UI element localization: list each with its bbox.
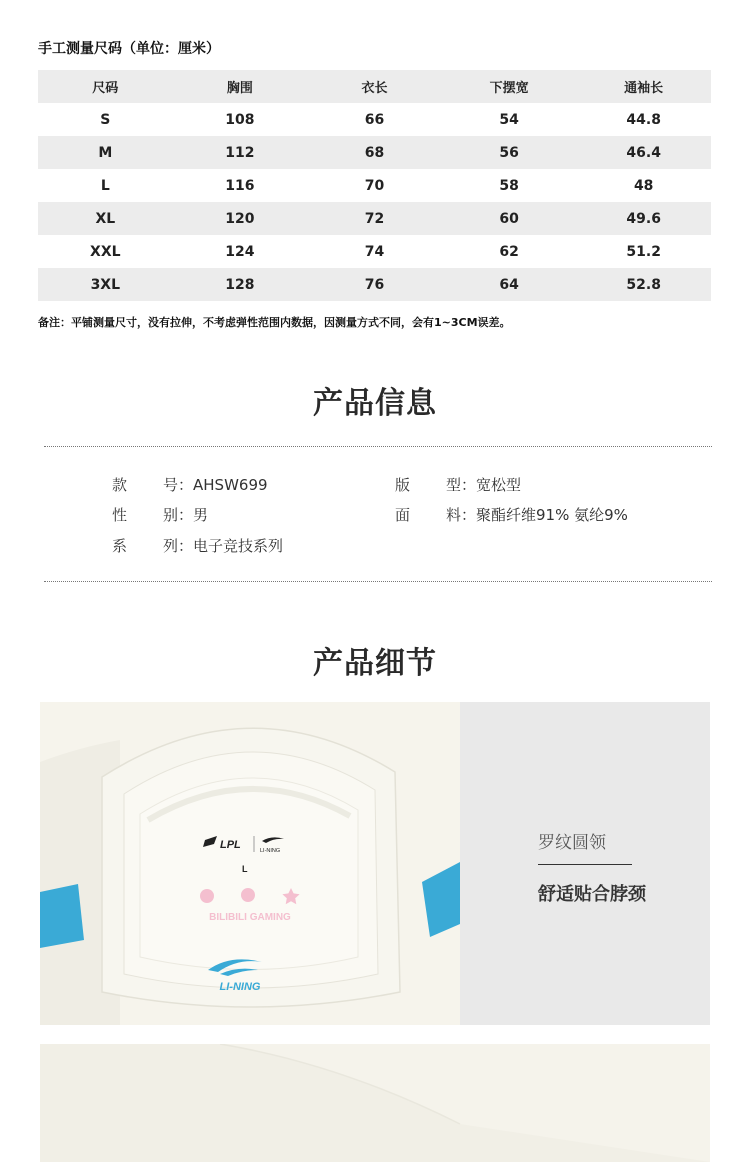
table-row	[38, 268, 711, 301]
size-chart-title: 手工测量尺码（单位：厘米）	[38, 41, 220, 57]
team-print-text: BILIBILI GAMING	[209, 912, 291, 923]
table-cell: 48	[633, 177, 654, 194]
table-cell: 44.8	[626, 111, 661, 128]
table-cell: 70	[364, 177, 385, 194]
blue-side-panel-left	[40, 884, 84, 948]
table-cell: 64	[442, 268, 577, 301]
table-cell: 62	[499, 243, 519, 260]
table-cell: M	[38, 136, 173, 169]
info-key: 面 料	[395, 506, 461, 524]
collar-detail-subtitle: 罗纹圆领	[538, 833, 606, 853]
header-chest: 胸围	[173, 70, 308, 103]
table-row	[38, 169, 711, 202]
table-cell: 3XL	[38, 268, 173, 301]
lining-small-text: LI-NING	[260, 848, 281, 854]
size-chart-header-row	[38, 70, 711, 103]
table-cell: 76	[307, 268, 442, 301]
table-cell: 120	[173, 202, 308, 235]
panel-divider	[538, 864, 632, 865]
table-cell: 68	[307, 136, 442, 169]
product-details-heading: 产品细节	[313, 646, 437, 681]
table-cell: 52.8	[576, 268, 711, 301]
collar-detail-panel	[460, 702, 710, 1025]
table-cell: 112	[173, 136, 308, 169]
size-tag-text: L	[242, 864, 248, 874]
table-cell: 46.4	[576, 136, 711, 169]
table-row	[38, 136, 711, 169]
size-chart-note: 备注：平铺测量尺寸，没有拉伸，不考虑弹性范围内数据，因测量方式不同，会有1~3CM误差。	[38, 316, 511, 329]
header-sleeve-length: 通袖长	[576, 70, 711, 103]
header-length: 衣长	[307, 70, 442, 103]
info-key: 款 号	[112, 476, 178, 494]
info-value: ：聚酯纤维91% 氨纶9%	[461, 506, 628, 524]
table-cell: 58	[499, 177, 519, 194]
table-cell: 54	[499, 111, 519, 128]
face-icon	[241, 888, 255, 902]
table-row	[38, 235, 711, 268]
divider-top	[44, 446, 712, 447]
thumbs-up-icon	[200, 889, 214, 903]
table-cell: 124	[225, 243, 255, 260]
table-row	[38, 202, 711, 235]
product-info-heading: 产品信息	[313, 386, 437, 421]
table-cell: 60	[442, 202, 577, 235]
table-cell: XL	[38, 202, 173, 235]
table-cell: 72	[307, 202, 442, 235]
table-cell: 56	[442, 136, 577, 169]
shirt-collar-illustration	[40, 702, 460, 1025]
shirt-fabric-illustration	[40, 1044, 710, 1162]
collar-detail-title: 舒适贴合脖颈	[538, 884, 646, 905]
info-value: ：男	[178, 506, 209, 524]
table-cell: L	[100, 177, 110, 194]
table-cell: 116	[225, 177, 255, 194]
info-key: 性 别	[112, 506, 178, 524]
table-cell: 74	[364, 243, 385, 260]
info-key: 版 型	[395, 476, 461, 494]
info-value: ：AHSW699	[178, 476, 268, 494]
li-ning-logo-text: LI-NING	[219, 981, 261, 993]
table-cell: 49.6	[576, 202, 711, 235]
info-key: 系 列	[112, 537, 178, 555]
table-cell: 128	[173, 268, 308, 301]
shirt-detail-photo-2	[40, 1044, 710, 1162]
header-size: 尺码	[38, 70, 173, 103]
lpl-text: LPL	[220, 839, 241, 851]
table-cell: 51.2	[626, 243, 661, 260]
collar-detail-photo	[40, 702, 460, 1025]
header-hem-width: 下摆宽	[442, 70, 577, 103]
info-value: ：电子竞技系列	[178, 537, 284, 555]
divider-bottom	[44, 581, 712, 582]
info-value: ：宽松型	[461, 476, 522, 494]
table-cell: 66	[364, 111, 385, 128]
table-row	[38, 103, 711, 136]
table-cell: 108	[225, 111, 255, 128]
table-cell: S	[100, 111, 111, 128]
table-cell: XXL	[90, 243, 121, 260]
size-chart-table	[38, 70, 711, 301]
